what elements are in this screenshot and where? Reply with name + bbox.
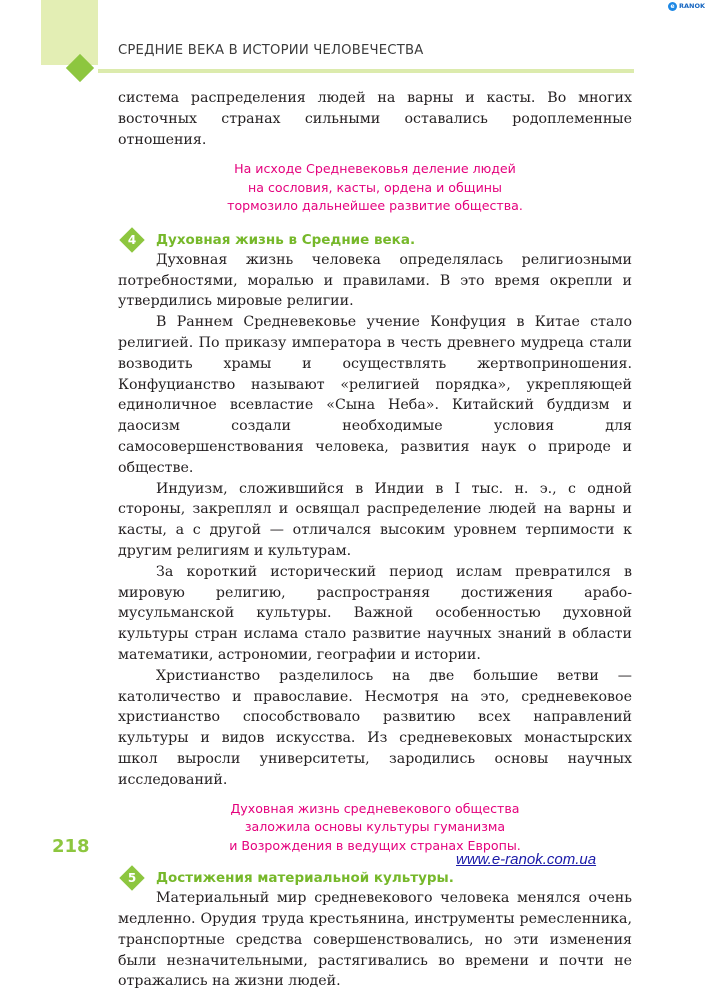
section-4-paragraph: Индуизм, сложившийся в Индии в I тыс. н. э., с одной стороны, закреплял и освящал распределение людей на варны и касты, а с другой — отличался высоким уровнем терпимости к другим религиям и культурам. <box>118 480 632 560</box>
highlight-1-line: тормозило дальнейшее развитие общества. <box>227 198 523 214</box>
publisher-logo-text: RANOK <box>679 2 705 10</box>
section-4-paragraph: За короткий исторический период ислам превратился в мировую религию, распространяя достижения арабо-мусульманской культуры. Важной особенностью духовной культуры стран ислама стало развитие научных знаний в области математики, астрономии, географии и истории. <box>118 563 632 664</box>
highlight-2-line: Духовная жизнь средневекового общества <box>230 800 520 816</box>
section-4-heading <box>118 230 632 250</box>
section-5-paragraph: Материальный мир средневекового человека менялся очень медленно. Орудия труда крестьянина, инструменты ремесленника, транспортные средства совершенствовались, но эти изменения были незначительными, растягивались во времени и почти не отражались на жизни людей. <box>118 890 632 990</box>
highlight-2-line: заложила основы культуры гуманизма <box>244 819 506 835</box>
section-5-heading <box>118 868 632 888</box>
section-4-paragraph: В Раннем Средневековье учение Конфуция в Китае стало религией. По приказу императора в честь древнего мудреца стали возводить храмы и осуществлять жертвоприношения. Конфуцианство называют «религией порядка», укрепляющей единоличное всевластие «Сына Неба». Китайский буддизм и даосизм создали необходимые условия для самосовершенствования человека, развития наук о природе и обществе. <box>118 314 632 476</box>
section-5-number: 5 <box>127 871 137 886</box>
highlight-1-line: На исходе Средневековья деление людей <box>234 161 516 177</box>
highlight-1-line: на сословия, касты, ордена и общины <box>248 179 502 195</box>
section-4-title: Духовная жизнь в Средние века. <box>156 231 416 248</box>
header-side-band <box>41 0 98 65</box>
page-number: 218 <box>52 836 90 857</box>
highlight-box-1 <box>118 160 632 216</box>
publisher-website-link[interactable]: www.e-ranok.com.ua <box>456 851 597 868</box>
publisher-logo-icon: e <box>668 2 677 11</box>
intro-paragraph: система распределения людей на варны и касты. Во многих восточных странах сильными оставались родоплеменные отношения. <box>118 90 632 148</box>
highlight-2-line: и Возрождения в ведущих странах Европы. <box>229 837 521 853</box>
section-4-paragraph: Христианство разделилось на две большие ветви — католичество и православие. Несмотря на это, средневековое христианство способствовало развитию всех направлений культуры и видов искусства. Из средневековых монастырских школ выросли университеты, зародились основы научных исследований. <box>118 667 632 788</box>
header-rule <box>98 69 634 73</box>
section-5-title: Достижения материальной культуры. <box>156 870 454 887</box>
section-4-number: 4 <box>127 232 137 247</box>
section-4-number-badge <box>122 230 142 250</box>
running-header-title: СРЕДНИЕ ВЕКА В ИСТОРИИ ЧЕЛОВЕЧЕСТВА <box>118 43 424 58</box>
section-4-paragraph: Духовная жизнь человека определялась религиозными потребностями, моралью и правилами. В это время окрепли и утвердились мировые религии. <box>118 251 632 310</box>
highlight-box-2 <box>118 800 632 856</box>
section-5-number-badge <box>122 868 142 888</box>
publisher-logo <box>668 1 705 13</box>
